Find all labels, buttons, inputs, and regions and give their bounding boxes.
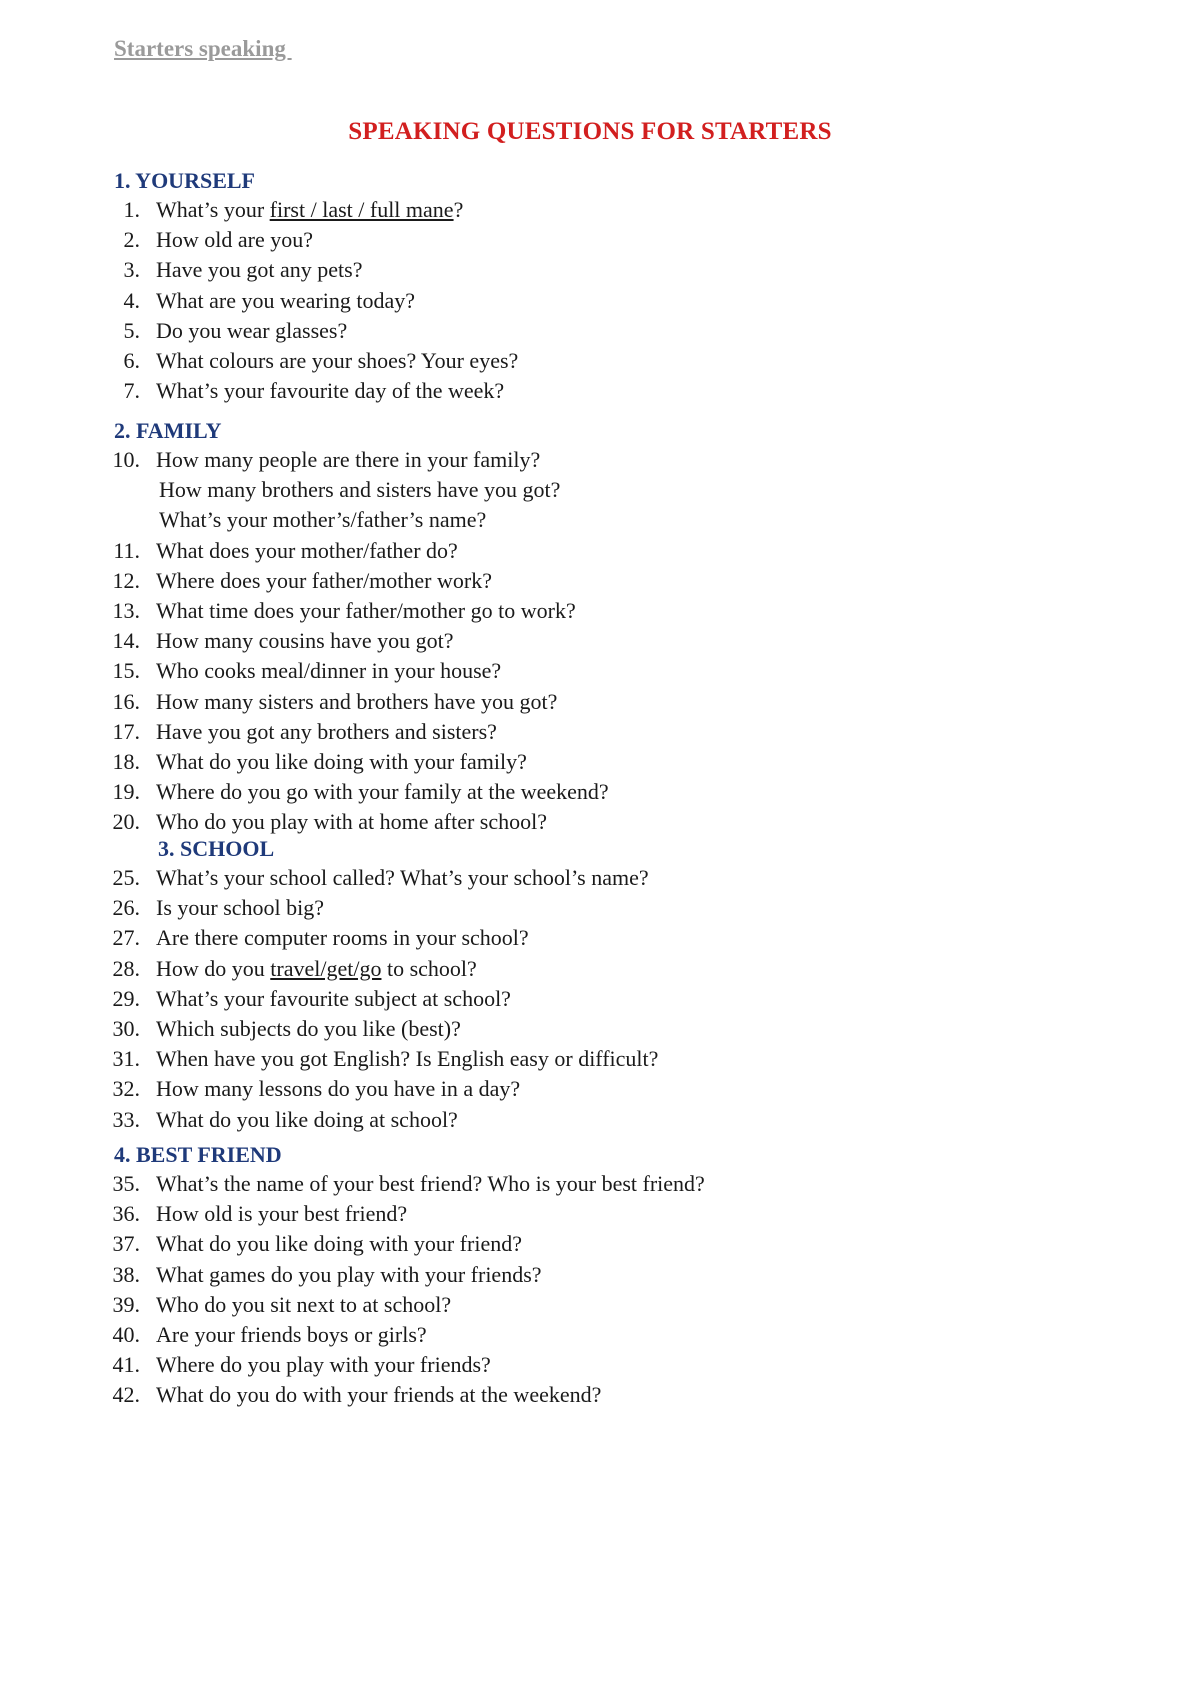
text-segment: Who cooks meal/dinner in your house?	[156, 658, 502, 684]
text-segment: Have you got any pets?	[156, 257, 363, 283]
text-segment: What does your mother/father do?	[156, 537, 458, 563]
question-item	[0, 256, 1200, 284]
question-text	[156, 196, 463, 224]
section-heading: 4. BEST FRIEND	[114, 1142, 282, 1167]
question-item	[0, 688, 1200, 716]
question-number: 14.	[112, 628, 140, 654]
question-text	[156, 748, 527, 776]
text-segment: When have you got English? Is English easy or difficult?	[156, 1046, 659, 1072]
question-number: 42.	[112, 1382, 140, 1408]
question-number: 35.	[112, 1171, 140, 1196]
document-title: SPEAKING QUESTIONS FOR STARTERS	[348, 118, 832, 145]
text-segment: How many sisters and brothers have you got?	[156, 688, 558, 714]
question-number: 5.	[123, 317, 140, 343]
text-segment: How many lessons do you have in a day?	[156, 1076, 521, 1102]
question-text	[156, 1045, 658, 1073]
section-heading: 2. FAMILY	[114, 418, 222, 443]
text-segment: How many people are there in your family?	[156, 447, 541, 472]
question-number: 37.	[112, 1231, 140, 1257]
question-item	[0, 196, 1200, 224]
question-text	[156, 1351, 491, 1379]
question-text	[156, 317, 347, 345]
question-text	[156, 597, 576, 625]
question-number: 26.	[112, 895, 140, 921]
question-item	[0, 1075, 1200, 1103]
underlined-phrase: travel/get/go	[270, 955, 382, 981]
question-number: 1.	[123, 197, 140, 222]
question-item	[0, 1261, 1200, 1289]
question-item	[0, 924, 1200, 952]
text-segment: Where do you play with your friends?	[156, 1352, 491, 1378]
question-number: 28.	[112, 955, 140, 981]
question-text	[156, 718, 497, 746]
question-text	[156, 955, 477, 983]
header-note: Starters speaking	[114, 36, 292, 61]
question-item	[0, 1045, 1200, 1073]
text-segment: What’s the name of your best friend? Who is your best friend?	[156, 1171, 705, 1196]
question-number: 12.	[112, 567, 140, 593]
text-segment: Are your friends boys or girls?	[156, 1322, 427, 1347]
question-item	[0, 1015, 1200, 1043]
question-item	[0, 317, 1200, 345]
question-number: 7.	[123, 378, 140, 404]
text-segment: Who do you play with at home after school?	[156, 809, 548, 835]
question-item	[0, 985, 1200, 1013]
question-item	[0, 347, 1200, 375]
question-item	[0, 1200, 1200, 1228]
question-number: 39.	[112, 1291, 140, 1317]
question-item	[0, 1170, 1200, 1198]
question-text	[156, 627, 454, 655]
underlined-phrase: first / last / full mane	[269, 197, 454, 222]
text-segment: What’s your	[156, 197, 270, 222]
question-text	[156, 287, 415, 315]
question-number: 3.	[123, 257, 140, 283]
question-number: 36.	[112, 1201, 140, 1227]
text-segment: Have you got any brothers and sisters?	[156, 718, 497, 744]
section-heading: 1. YOURSELF	[114, 168, 255, 193]
question-number: 38.	[112, 1261, 140, 1287]
text-segment: ?	[453, 197, 464, 222]
text-segment: What’s your favourite day of the week?	[156, 378, 505, 404]
text-segment: How many cousins have you got?	[156, 628, 454, 654]
text-segment: Do you wear glasses?	[156, 317, 348, 343]
text-segment: What are you wearing today?	[156, 287, 415, 313]
question-text	[156, 864, 649, 892]
question-text	[156, 1381, 601, 1409]
text-segment: What’s your mother’s/father’s name?	[159, 507, 487, 533]
question-text	[156, 1261, 542, 1289]
text-segment: Where does your father/mother work?	[156, 567, 492, 593]
question-item	[0, 894, 1200, 922]
question-item	[0, 955, 1200, 983]
question-number: 27.	[112, 925, 140, 951]
question-item	[0, 808, 1200, 836]
question-text	[156, 657, 501, 685]
question-text	[156, 537, 458, 565]
question-number: 20.	[112, 809, 140, 835]
question-number: 13.	[112, 598, 140, 623]
text-segment: How many brothers and sisters have you got?	[159, 477, 561, 503]
question-item	[0, 748, 1200, 776]
text-segment: What games do you play with your friends?	[156, 1261, 542, 1287]
text-segment: How old is your best friend?	[156, 1201, 408, 1227]
text-segment: to school?	[381, 955, 477, 981]
question-text	[156, 1075, 520, 1103]
question-text	[156, 1200, 407, 1228]
question-text	[156, 1321, 427, 1349]
text-segment: What’s your favourite subject at school?	[156, 985, 511, 1011]
text-segment: How old are you?	[156, 227, 314, 253]
question-number: 32.	[112, 1076, 140, 1102]
question-number: 41.	[112, 1352, 140, 1378]
question-number: 18.	[112, 749, 140, 774]
question-number: 30.	[112, 1016, 140, 1041]
question-number: 40.	[112, 1322, 140, 1347]
text-segment: Are there computer rooms in your school?	[156, 925, 529, 951]
question-text	[156, 567, 492, 595]
text-segment: What time does your father/mother go to work?	[156, 598, 576, 623]
question-number: 19.	[112, 779, 140, 805]
text-segment: What do you like doing at school?	[156, 1106, 458, 1132]
question-item	[0, 1291, 1200, 1319]
question-item	[0, 1381, 1200, 1409]
text-segment: What do you like doing with your friend?	[156, 1231, 522, 1257]
question-number: 29.	[112, 985, 140, 1011]
question-number: 6.	[123, 348, 140, 373]
question-item	[0, 287, 1200, 315]
question-text	[156, 924, 529, 952]
question-text	[156, 1291, 451, 1319]
question-number: 31.	[112, 1046, 140, 1072]
question-item	[0, 1106, 1200, 1134]
section-heading: 3. SCHOOL	[158, 836, 275, 861]
question-text	[156, 1015, 461, 1043]
text-segment: What do you do with your friends at the weekend?	[156, 1382, 602, 1408]
question-item	[0, 1230, 1200, 1258]
question-item	[0, 1321, 1200, 1349]
question-item	[0, 778, 1200, 806]
question-item	[0, 864, 1200, 892]
question-item	[0, 657, 1200, 685]
question-number: 2.	[123, 227, 140, 253]
question-item	[0, 718, 1200, 746]
question-number: 17.	[112, 718, 140, 744]
question-text	[156, 446, 540, 474]
question-text	[159, 506, 486, 534]
question-text	[156, 377, 504, 405]
question-number: 4.	[123, 287, 140, 313]
question-text	[156, 226, 313, 254]
question-number: 10.	[112, 447, 140, 472]
text-segment: What’s your school called? What’s your school’s name?	[156, 865, 649, 890]
question-text	[156, 808, 547, 836]
text-segment: How do you	[156, 955, 271, 981]
question-text	[156, 778, 609, 806]
question-text	[156, 688, 557, 716]
question-text	[156, 894, 324, 922]
text-segment: Which subjects do you like (best)?	[156, 1016, 461, 1041]
question-number: 25.	[112, 865, 140, 890]
text-segment: Who do you sit next to at school?	[156, 1291, 452, 1317]
question-item	[0, 1351, 1200, 1379]
question-item	[0, 506, 1200, 534]
question-item	[0, 226, 1200, 254]
text-segment: Is your school big?	[156, 895, 325, 921]
question-item	[0, 567, 1200, 595]
question-text	[156, 985, 511, 1013]
question-item	[0, 597, 1200, 625]
question-text	[156, 1230, 522, 1258]
question-number: 16.	[112, 688, 140, 714]
question-item	[0, 377, 1200, 405]
question-number: 33.	[112, 1106, 140, 1132]
text-segment: What do you like doing with your family?	[156, 749, 527, 774]
question-item	[0, 476, 1200, 504]
question-number: 15.	[112, 658, 140, 684]
question-text	[156, 1170, 705, 1198]
question-text	[156, 1106, 458, 1134]
question-text	[156, 347, 518, 375]
question-item	[0, 537, 1200, 565]
text-segment: What colours are your shoes? Your eyes?	[156, 348, 519, 373]
question-item	[0, 446, 1200, 474]
question-item	[0, 627, 1200, 655]
question-text	[156, 256, 363, 284]
question-number: 11.	[113, 537, 140, 563]
question-text	[159, 476, 560, 504]
text-segment: Where do you go with your family at the weekend?	[156, 779, 609, 805]
